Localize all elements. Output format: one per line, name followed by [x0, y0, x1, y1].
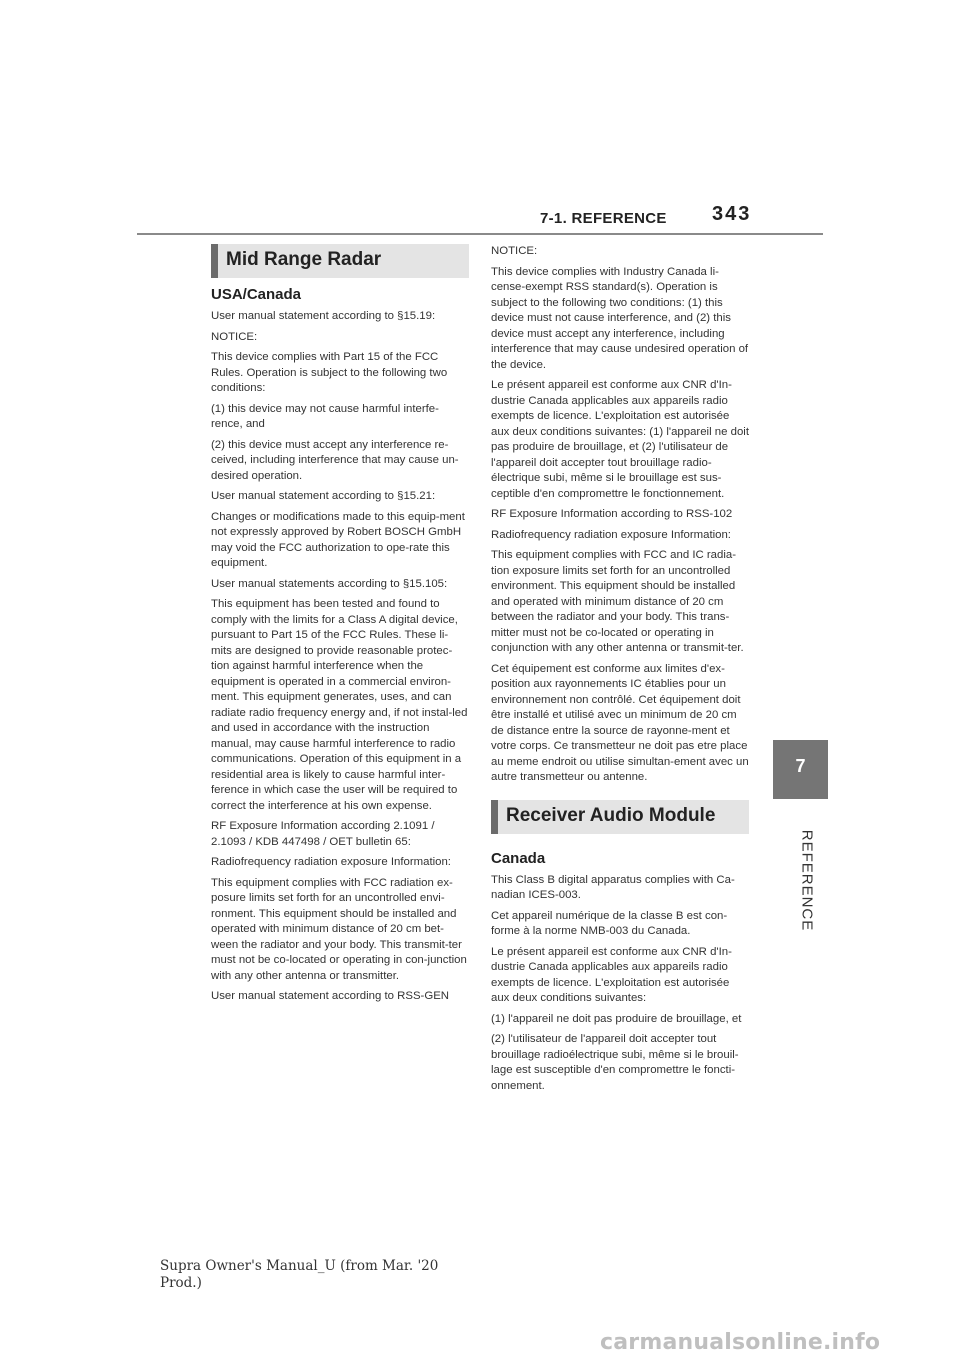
right-column [491, 244, 749, 1099]
paragraph: Cet appareil numérique de la classe B est con-forme à la norme NMB-003 du Canada. [491, 909, 728, 937]
page-header [0, 196, 960, 236]
paragraph: (2) this device must accept any interference re-ceived, including interference that may cause un-desired operation. [211, 438, 459, 482]
paragraph: User manual statements according to §15.105: [211, 577, 448, 590]
chapter-number: 7 [795, 756, 806, 776]
footer-manual-title: Supra Owner's Manual_U (from Mar. '20 Prod.) [160, 1258, 439, 1291]
paragraph: This equipment has been tested and found to comply with the limits for a Class A digital device, pursuant to Part 15 of the FCC Rules. These li-mits are designed to provide reasonable protec-tion against harmful interference when the equipment is operated in a commercial environ-ment. This equipment generates, uses, and can radiate radio frequency energy and, if not instal-led and used in accordance with the instruction manual, may cause harmful interference to radio communications. Operation of this equipment in a residential area is likely to cause harmful inter-ference in which case the user will be required to correct the interference at his own expense. [211, 598, 468, 812]
chapter-label: REFERENCE [798, 829, 816, 932]
paragraph: This equipment complies with FCC radiation ex-posure limits set forth for an uncontrolled envi-ronment. This equipment should be installed and operated with minimum distance of 20 cm bet-ween the radiator and your body. This transmit-ter must not be co-located or operating in con-junction with any other antenna or transmitter. [211, 876, 467, 982]
paragraph: NOTICE: [211, 330, 258, 343]
paragraph: Radiofrequency radiation exposure Information: [211, 856, 451, 868]
paragraph: (2) l'utilisateur de l'appareil doit accepter tout brouillage radioélectrique subi, même si le brouil-lage est susceptible d'en compromettre le foncti-onnement. [491, 1033, 739, 1092]
paragraph: This device complies with Industry Canada li-cense-exempt RSS standard(s). Operation is subject to the following two conditions: (1) this device must not cause interference, and (2) this device must accept any interference, including interference that may cause undesired operation of the device. [491, 265, 749, 371]
subheading-usa-canada: USA/Canada [211, 286, 302, 303]
chapter-tab[interactable] [773, 740, 828, 799]
paragraph: This equipment complies with FCC and IC radia-tion exposure limits set forth for an uncontrolled environment. This equipment should be installed and operated with minimum distance of 20 cm between the radiator and your body. This trans-mitter must not be co-located or operating in conjunction with any other antenna or transmit-ter. [491, 549, 744, 654]
paragraph: User manual statement according to §15.21: [211, 490, 436, 502]
paragraph: Le présent appareil est conforme aux CNR d'In-dustrie Canada applicables aux appareils radio exempts de licence. L'exploitation est autorisée aux deux conditions suivantes: (1) l'appareil ne doit pas produire de brouillage, et (2) l'utilisateur de l'appareil doit accepter tout brouillage radio-électrique subi, même si le brouillage est sus-ceptible d'en compromettre le fonctionnement. [491, 379, 749, 500]
section-heading-receiver-audio-module [491, 800, 749, 834]
section-heading-text: Receiver Audio Module [506, 804, 716, 826]
paragraph: RF Exposure Information according 2.1091 / 2.1093 / KDB 447498 / OET bulletin 65: [211, 820, 435, 848]
watermark: carmanualsonline.info [600, 1330, 881, 1355]
paragraph: RF Exposure Information according to RSS-102 [491, 508, 733, 520]
header-divider [137, 233, 823, 235]
paragraph: (1) l'appareil ne doit pas produire de brouillage, et [491, 1012, 742, 1025]
paragraph: NOTICE: [491, 245, 538, 257]
section-heading-mid-range-radar [211, 244, 469, 278]
section-title: 7-1. REFERENCE [540, 210, 667, 227]
paragraph: This device complies with Part 15 of the FCC Rules. Operation is subject to the following two conditions: [211, 351, 448, 394]
paragraph: Cet équipement est conforme aux limites d'ex-position aux rayonnements IC établies pour un environnement non contrôlé. Cet équipement doit être installé et utilisé avec un minimum de 20 cm de distance entre la source de rayonne-ment et votre corps. Ce transmetteur ne doit pas etre place au meme endroit ou utilise simultan-ement avec un autre transmetteur ou antenne. [491, 662, 749, 783]
section-heading-text: Mid Range Radar [226, 249, 382, 270]
paragraph: Le présent appareil est conforme aux CNR d'In-dustrie Canada applicables aux appareils radio exempts de licence. L'exploitation est autorisée aux deux conditions suivantes: [491, 945, 732, 1004]
paragraph: User manual statement according to §15.19: [211, 310, 436, 322]
subheading-canada: Canada [491, 849, 546, 867]
paragraph: User manual statement according to RSS-GEN [211, 990, 450, 1002]
paragraph: Radiofrequency radiation exposure Information: [491, 528, 731, 541]
paragraph: (1) this device may not cause harmful interfe-rence, and [211, 402, 439, 430]
page-number: 343 [712, 203, 752, 225]
left-column [211, 244, 469, 1010]
paragraph: Changes or modifications made to this equip-ment not expressly approved by Robert BOSCH GmbH may void the FCC authorization to ope-rate this equipment. [211, 510, 465, 569]
paragraph: This Class B digital apparatus complies with Ca-nadian ICES-003. [491, 873, 735, 901]
